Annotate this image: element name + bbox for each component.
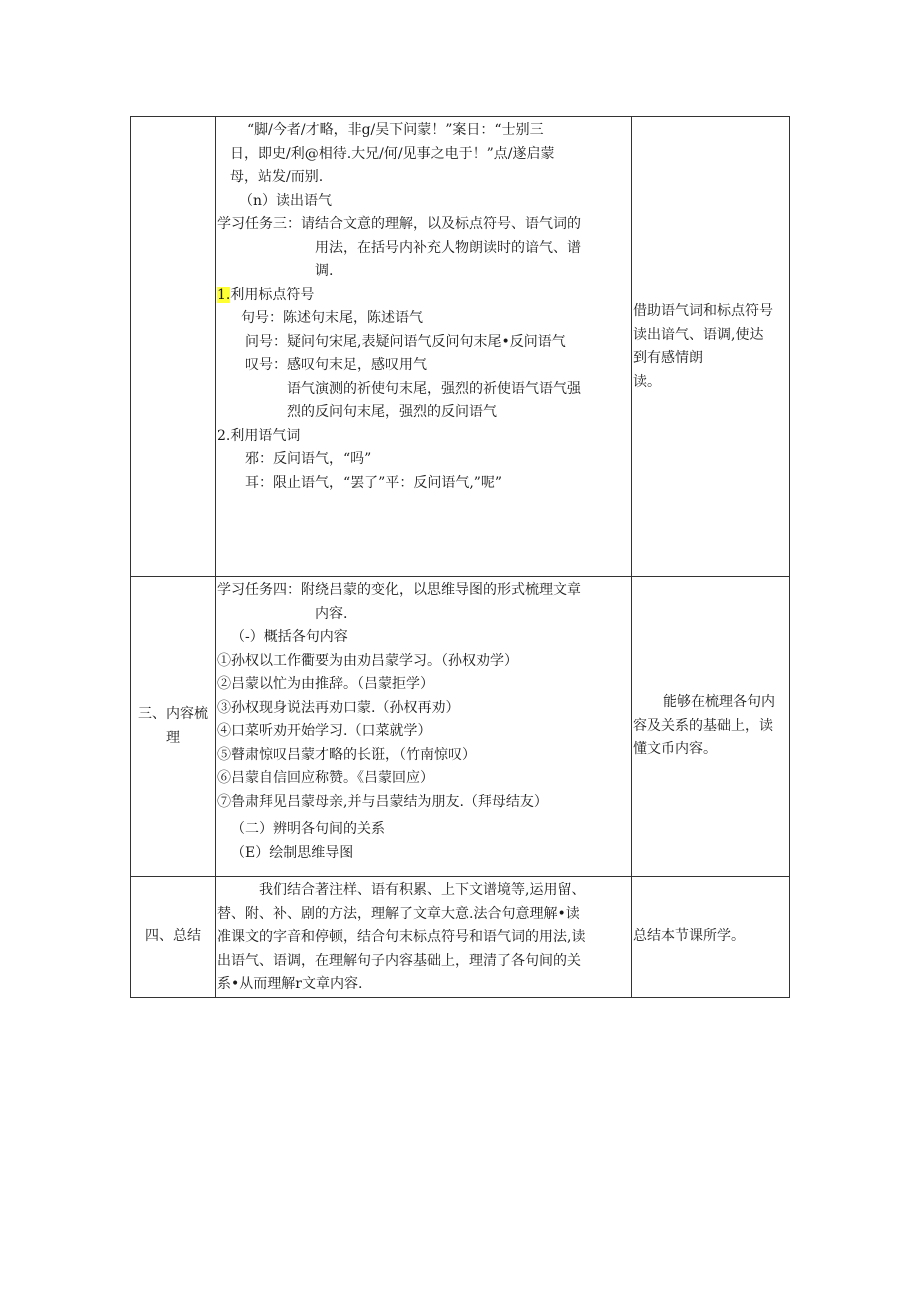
list-item: 1.利用标点符号 xyxy=(217,286,315,303)
list-item: 2.利用语气词 xyxy=(217,427,301,444)
text-line: 日，即史/利@相待.大兄/何/见事之电于！”点/遂启蒙 xyxy=(230,145,555,162)
task-title: 学习任务四：附绕吕蒙的变化，以思维导图的形式梳理文章 xyxy=(217,582,581,598)
text-line: 调. xyxy=(315,263,334,279)
text-line: 语气演测的祈使句末尾，强烈的祈使语气语气强 xyxy=(287,380,581,397)
list-item: ③孙权现身说法再劝口蒙.（孙权再劝） xyxy=(217,699,460,716)
goal-note: 能够在梳理各句内 容及关系的基础上，读 懂文币内容。 xyxy=(633,694,775,757)
summary-section xyxy=(217,879,629,997)
column-divider xyxy=(631,117,632,997)
text-line: 出语气、语调，在理解句子内容基础上，理清了各句间的关 xyxy=(217,952,581,969)
text-line: 替、附、补、剧的方法，理解了文章大意.法合句意理解•读 xyxy=(217,905,580,922)
task-title: 学习任务三：请结合文意的理解，以及标点符号、语气词的 xyxy=(217,216,581,232)
text-line: 叹号：感叹句末足，感叹用气 xyxy=(245,357,427,373)
text-line: “脚/今者/才略，非g/吴下问蒙！”案日：“士别三 xyxy=(247,122,544,138)
text-line: 系•从而理解r文章内容. xyxy=(217,976,363,992)
list-item: ⑦鲁肃拜见吕蒙母亲,并与吕蒙结为朋友.（拜母结友） xyxy=(217,793,548,810)
goal-note: 借助语气词和标点符号 读出谙气、语调,使达 到有感情朗 读。 xyxy=(633,303,773,390)
text-line: 烈的反问句末尾，强烈的反问语气 xyxy=(287,404,497,420)
list-item: ⑤瞽肃惊叹吕蒙才略的长诳，（竹南惊叹） xyxy=(217,746,476,763)
goal-note: 总结本节课所学。 xyxy=(633,928,745,944)
reading-tone-section xyxy=(217,119,629,574)
section-heading: （E）绘制思维导图 xyxy=(231,844,354,861)
section-heading: （n）读出语气 xyxy=(239,192,333,209)
text-line: 句号：陈述句末尾，陈述语气 xyxy=(241,310,423,326)
text-line: 母，站发/而别. xyxy=(230,169,324,185)
text-line: 问号：疑问句宋尾,表疑问语气反问句末尾•反问语气 xyxy=(245,333,566,350)
text-line: 耳：限止语气，“罢了”平：反问语气,”呢” xyxy=(245,474,503,491)
text-line: 邪：反问语气，“吗” xyxy=(245,451,372,467)
text-line: 用法，在括号内补充人物朗读时的谙气、谱 xyxy=(315,239,581,256)
section-label: 四、总结 xyxy=(145,928,201,944)
highlight-mark: 1. xyxy=(217,286,231,303)
list-item: ①孙权以工作衢要为由劝吕蒙学习。（孙权劝学） xyxy=(217,652,518,669)
text-line: 准课文的字音和停顿，结合句末标点符号和语气词的用法,读 xyxy=(217,929,586,945)
row-divider xyxy=(131,576,789,577)
list-item: ⑥吕蒙自信回应称赞。《吕蒙回应） xyxy=(217,770,434,786)
section-heading: （-）概括各句内容 xyxy=(231,629,348,645)
lesson-plan-table xyxy=(130,116,790,998)
row-divider xyxy=(131,876,789,877)
content-outline-section xyxy=(217,579,629,874)
text-line: 内容. xyxy=(315,605,348,622)
list-item: ②吕蒙以忙为由推辞。（吕蒙拒学） xyxy=(217,676,434,692)
list-item: ④口菜听劝开始学习.（口菜就学） xyxy=(217,723,432,739)
section-label: 三、内容梳 理 xyxy=(138,706,208,746)
column-divider xyxy=(215,117,216,997)
section-heading: （二）辨明各句间的关系 xyxy=(231,821,385,837)
text-line: 我们结合著注样、语有积累、上下文谱境等,运用留、 xyxy=(259,882,586,898)
